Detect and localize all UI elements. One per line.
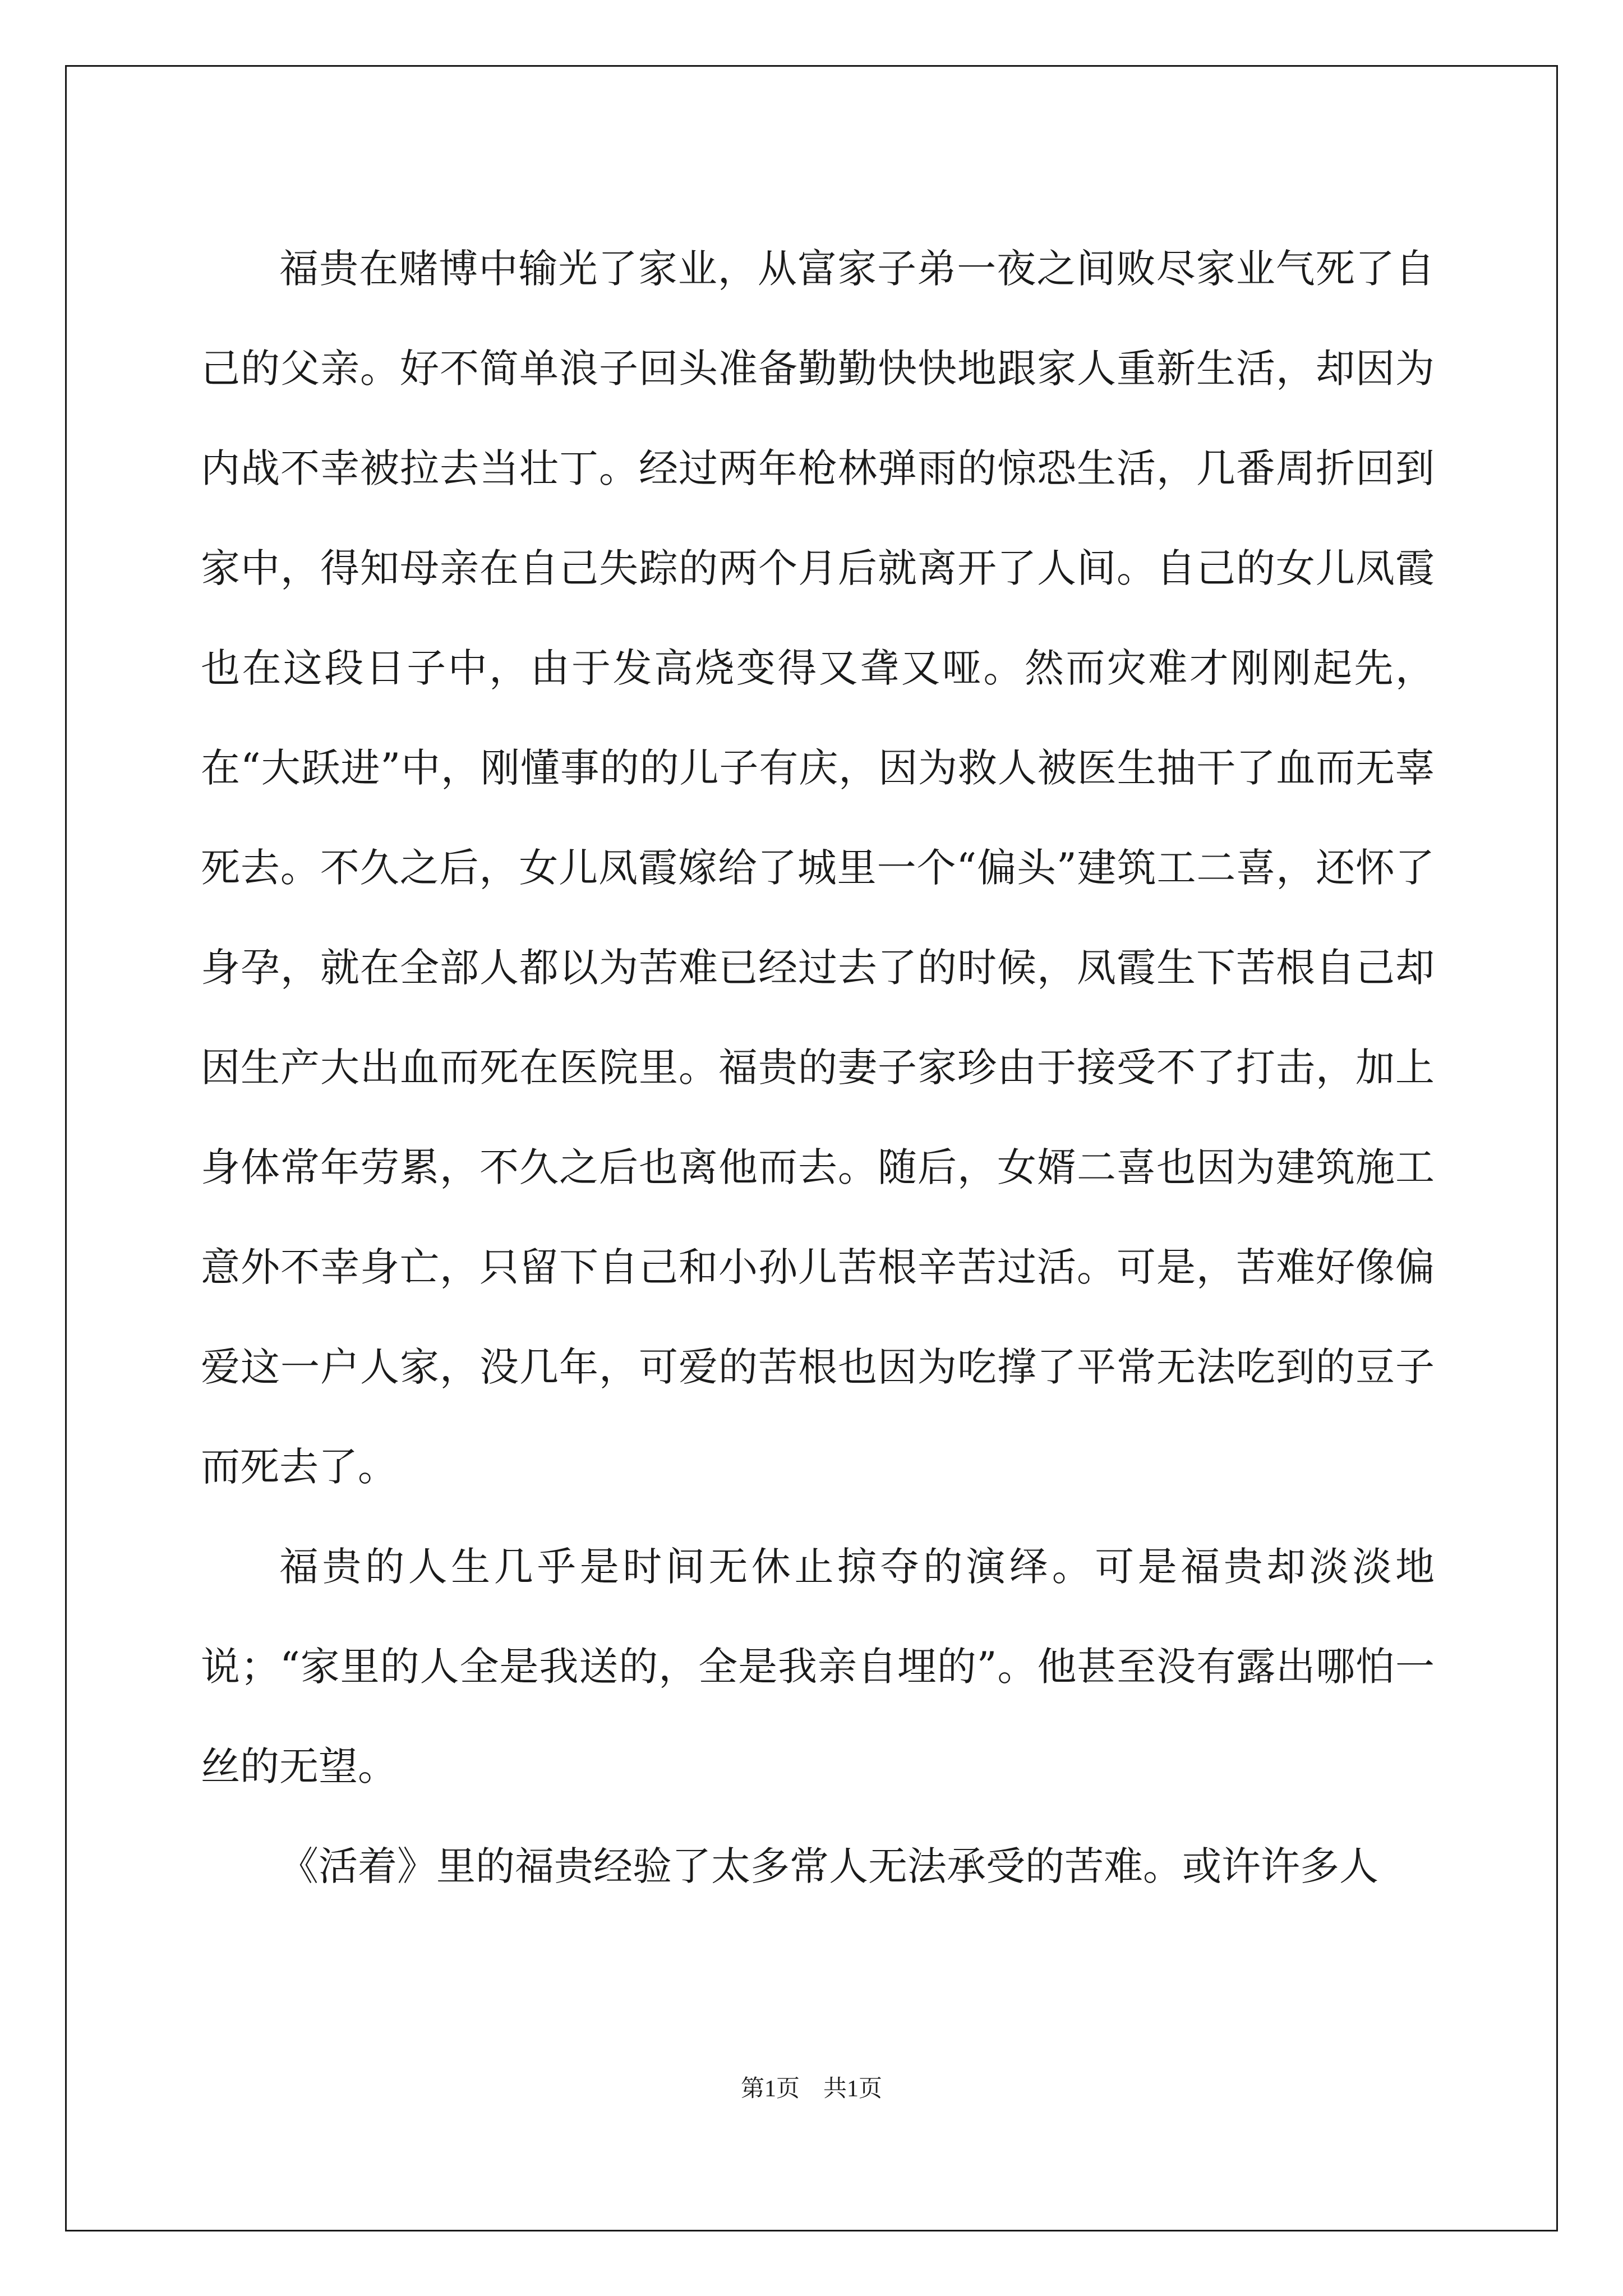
paragraph: 《活着》里的福贵经验了太多常人无法承受的苦难。或许许多人 xyxy=(279,1843,1378,1889)
paragraph: 福贵在赌博中输光了家业，从富家子弟一夜之间败尽家业气死了自己的父亲。好不简单浪子回头准备勤勤快快地跟家人重新生活，却因为内战不幸被拉去当壮丁。经过两年枪林弹雨的惊恐生活，几番周折回到家中，得知母亲在自己失踪的两个月后就离开了人间。自己的女儿凤霞也在这段日子中，由于发高烧变得又聋又哑。然而灾难才刚刚起先，在“大跃进”中，刚懂事的的儿子有庆，因为救人被医生抽干了血而无辜死去。不久之后，女儿凤霞嫁给了城里一个“偏头”建筑工二喜，还怀了身孕，就在全部人都以为苦难已经过去了的时候，凤霞生下苦根自己却因生产大出血而死在医院里。福贵的妻子家珍由于接受不了打击，加上身体常年劳累，不久之后也离他而去。随后，女婿二喜也因为建筑施工意外不幸身亡，只留下自己和小孙儿苦根辛苦过活。可是，苦难好像偏爱这一户人家，没几年，可爱的苦根也因为吃撑了平常无法吃到的豆子而死去了。 xyxy=(201,246,1435,1490)
document-body xyxy=(201,219,1435,1916)
paragraph: 福贵的人生几乎是时间无休止掠夺的演绎。可是福贵却淡淡地说；“家里的人全是我送的，全是我亲自埋的”。他甚至没有露出哪怕一丝的无望。 xyxy=(201,1544,1435,1789)
page-footer: 第1页 共1页 xyxy=(740,2076,882,2102)
